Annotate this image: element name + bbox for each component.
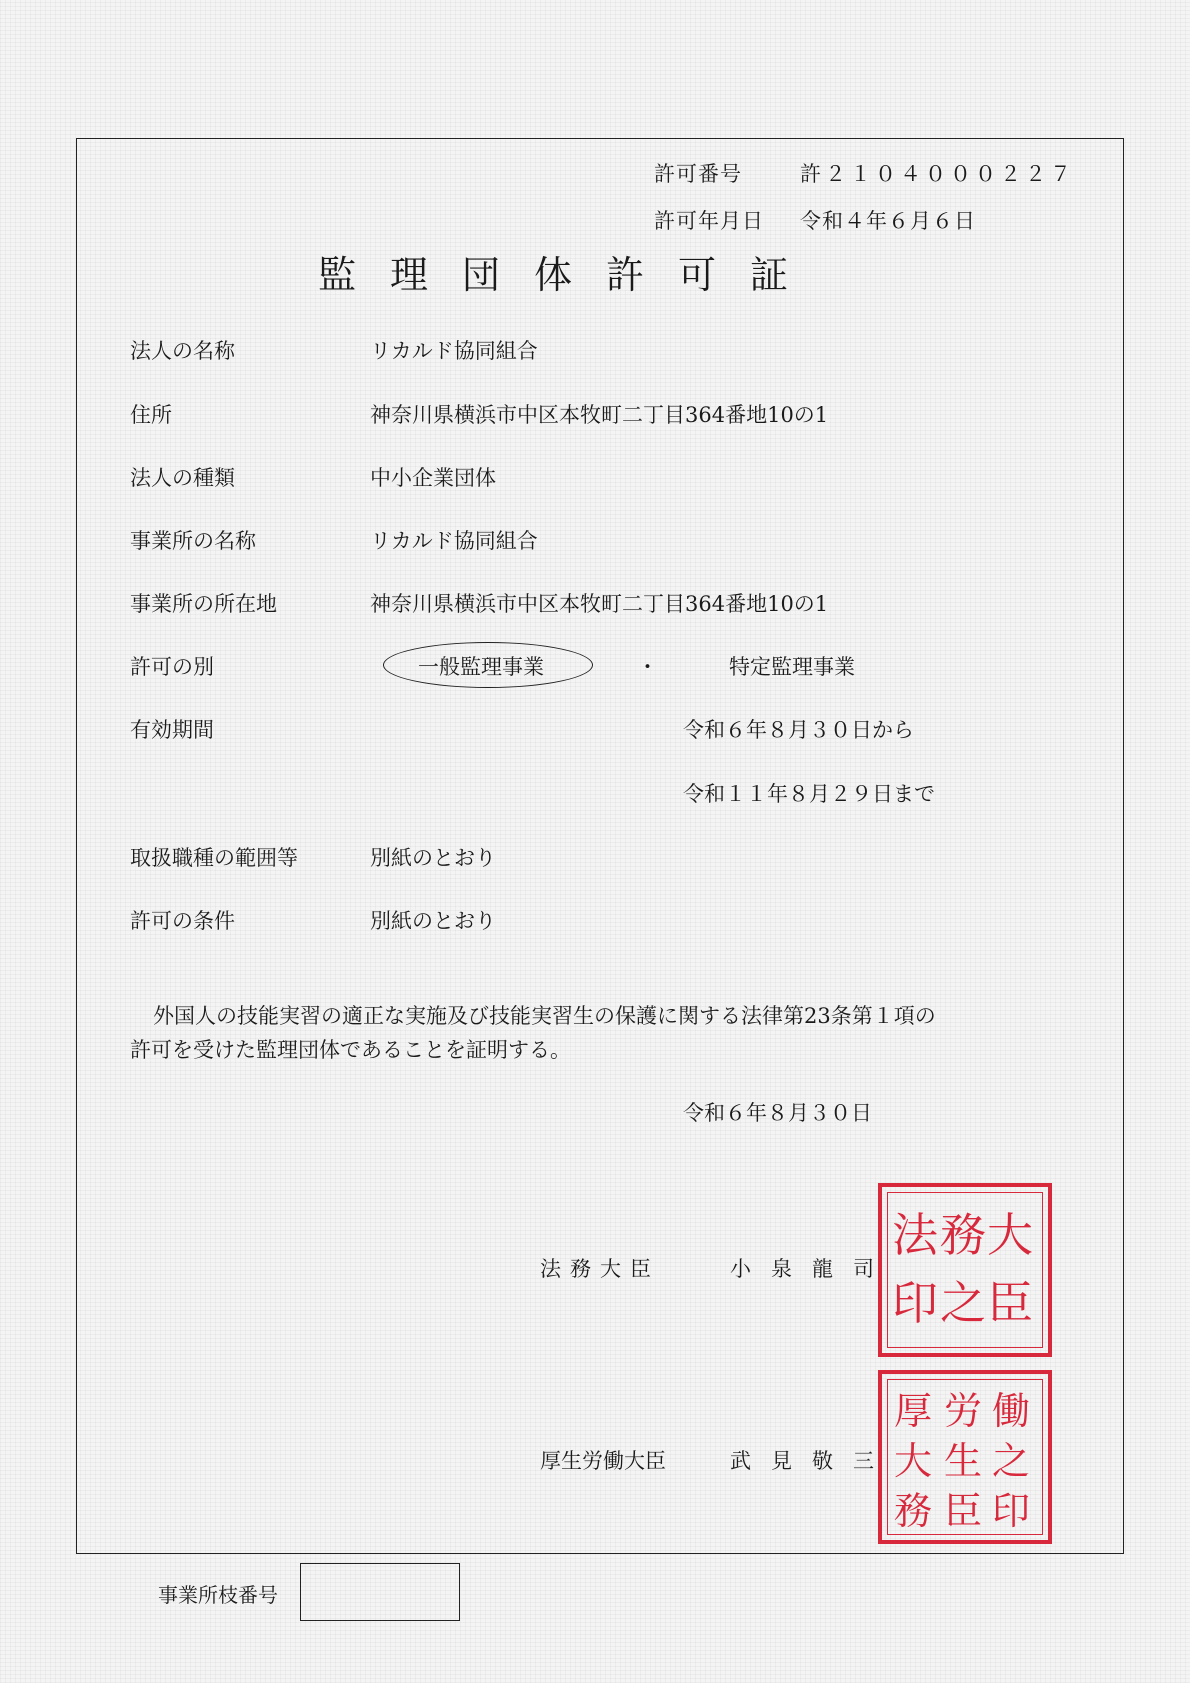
conditions-label: 許可の条件 (130, 909, 235, 933)
permit-number-value: 許２１０４０００２２７ (800, 162, 1075, 186)
permit-type-separator: ・ (637, 655, 658, 679)
validity-from: 令和６年８月３０日から (683, 718, 914, 742)
field-label-corp-type: 法人の種類 (130, 466, 235, 490)
permit-date-label: 許可年月日 (654, 209, 764, 233)
field-label-corp-name: 法人の名称 (130, 339, 235, 363)
permit-type-specific: 特定監理事業 (729, 655, 855, 679)
field-label-address: 住所 (130, 403, 172, 427)
field-value-corp-name: リカルド協同組合 (370, 339, 538, 363)
statement-line-1: 外国人の技能実習の適正な実施及び技能実習生の保護に関する法律第23条第１項の (153, 1004, 936, 1028)
validity-to: 令和１１年８月２９日まで (683, 782, 935, 806)
signatory-2-name: 武見敬三 (730, 1449, 894, 1473)
certificate-title: 監理団体許可証 (318, 253, 823, 297)
office-number-box (300, 1563, 460, 1621)
statement-line-2: 許可を受けた監理団体であることを証明する。 (130, 1038, 571, 1062)
scope-value: 別紙のとおり (370, 846, 496, 870)
permit-date-value: 令和４年６月６日 (800, 209, 976, 233)
permit-type-label: 許可の別 (130, 655, 214, 679)
validity-label: 有効期間 (130, 718, 214, 742)
justice-minister-seal: 大 臣 務 之 法 印 (878, 1183, 1052, 1357)
field-value-address: 神奈川県横浜市中区本牧町二丁目364番地10の1 (370, 403, 829, 427)
field-value-corp-type: 中小企業団体 (370, 466, 496, 490)
permit-number-label: 許可番号 (654, 162, 742, 186)
field-value-office-name: リカルド協同組合 (370, 529, 538, 553)
signatory-2-title: 厚生労働大臣 (540, 1449, 666, 1473)
mhlw-minister-seal: 働 之 印 労 生 臣 厚 大 務 (878, 1370, 1052, 1544)
permit-type-general: 一般監理事業 (418, 655, 544, 679)
signatory-1-title: 法務大臣 (540, 1257, 660, 1281)
signatory-1-name: 小泉龍司 (730, 1257, 894, 1281)
field-label-office-name: 事業所の名称 (130, 529, 256, 553)
field-value-office-location: 神奈川県横浜市中区本牧町二丁目364番地10の1 (370, 592, 829, 616)
office-number-label: 事業所枝番号 (158, 1583, 278, 1607)
issue-date: 令和６年８月３０日 (683, 1101, 872, 1125)
field-label-office-location: 事業所の所在地 (130, 592, 277, 616)
scope-label: 取扱職種の範囲等 (130, 846, 298, 870)
conditions-value: 別紙のとおり (370, 909, 496, 933)
